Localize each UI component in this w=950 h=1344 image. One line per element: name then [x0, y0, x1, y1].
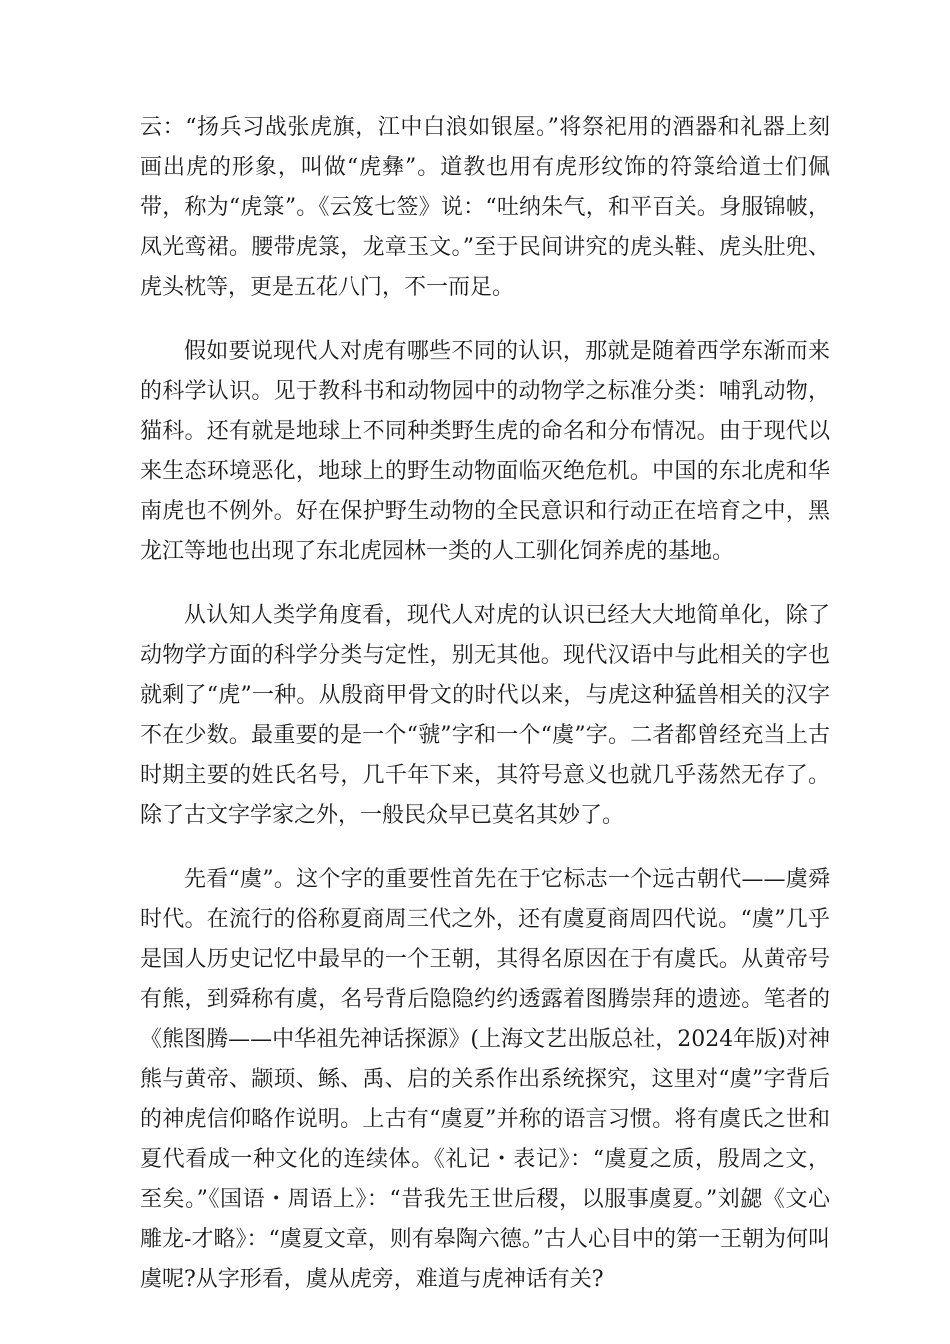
document-body: [140, 108, 830, 1324]
paragraph-modern-science: 假如要说现代人对虎有哪些不同的认识，那就是随着西学东渐而来的科学认识。见于教科书和动物园中的动物学之标准分类：哺乳动物，猫科。还有就是地球上不同种类野生虎的命名和分布情况。由于现代以来生态环境恶化，地球上的野生动物面临灭绝危机。中国的东北虎和华南虎也不例外。好在保护野生动物的全民意识和行动正在培育之中，黑龙江等地也出现了东北虎园林一类的人工驯化饲养虎的基地。: [140, 339, 830, 564]
paragraph-tiger-artifacts: 云：“扬兵习战张虎旗，江中白浪如银屋。”将祭祀用的酒器和礼器上刻画出虎的形象，叫做“虎彝”。道教也用有虎形纹饰的符箓给道士们佩带，称为“虎箓”。《云笈七签》说：“吐纳朱气，和平百关。身服锦帔，凤光鸾裙。腰带虎箓，龙章玉文。”至于民间讲究的虎头鞋、虎头肚兜、虎头枕等，更是五花八门，不一而足。: [140, 115, 830, 300]
paragraph-yu-dynasty: 先看“虞”。这个字的重要性首先在于它标志一个远古朝代——虞舜时代。在流行的俗称夏商周三代之外，还有虞夏商周四代说。“虞”几乎是国人历史记忆中最早的一个王朝，其得名原因在于有虞氏。从黄帝号有熊，到舜称有虞，名号背后隐隐约约透露着图腾崇拜的遗迹。笔者的《熊图腾——中华祖先神话探源》(上海文艺出版总社，2024年版)对神熊与黄帝、颛顼、鲧、禹、启的关系作出系统探究，这里对“虞”字背后的神虎信仰略作说明。上古有“虞夏”并称的语言习惯。将有虞氏之世和夏代看成一种文化的连续体。《礼记・表记》：“虞夏之质，殷周之文，至矣。”《国语・周语上》：“昔我先王世后稷，以服事虞夏。”刘勰《文心雕龙-才略》：“虞夏文章，则有皋陶六德。”古人心目中的第一王朝为何叫虞呢?从字形看，虞从虎旁，难道与虎神话有关?: [140, 867, 830, 1292]
paragraph-cognitive-anthropology: 从认知人类学角度看，现代人对虎的认识已经大大地简单化，除了动物学方面的科学分类与定性，别无其他。现代汉语中与此相关的字也就剩了“虎”一种。从殷商甲骨文的时代以来，与虎这种猛兽相关的汉字不在少数。最重要的是一个“虢”字和一个“虞”字。二者都曾经充当上古时期主要的姓氏名号，几千年下来，其符号意义也就几乎荡然无存了。除了古文字学家之外，一般民众早已莫名其妙了。: [140, 603, 830, 828]
